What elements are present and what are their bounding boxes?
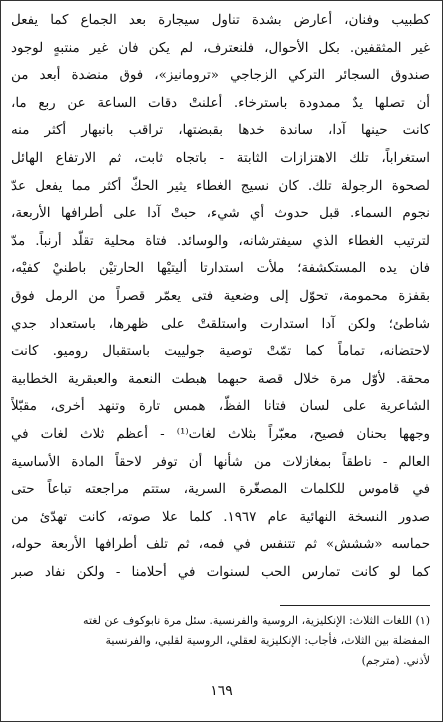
text-line: شاطئ؛ ولكن آدا استدارت واستلقتْ على ظهرها، باستعداد جدي <box>11 316 430 332</box>
footnote <box>13 611 430 671</box>
body-text <box>11 7 430 586</box>
text-line: صندوق السجائر التركي الزجاجي «ترومانيز»، فوق منضدة أبعد من <box>11 68 430 84</box>
text-line: في قاموس للكلمات المصغّرة السرية، ستتم مراجعته تباعاً حتى <box>11 482 430 498</box>
page-number: ١٦٩ <box>210 683 233 699</box>
text-line: العالم - ناطقاً بمغازلات من شأنها أن توفر لاحقاً المادة الأساسية <box>11 454 430 470</box>
text-line: نجوم السماء. قبل حدوث أي شيء، حبتْ آدا على أطرافها الأربعة، <box>11 206 430 222</box>
text-line: فان يده المستكشفة؛ ملأت استدارتا أليتيْها الحارتيْن باطنيْ كفيْه، <box>11 261 430 277</box>
text-line: استغراباً، تلك الاهتزازات الثابتة - باتجاه ثابت، ثم الارتفاع الهائل <box>11 150 430 166</box>
footnote-line: (١) اللغات الثلاث: الإنكليزية، الروسية والفرنسية. سئل مرة نابوكوف عن لغته <box>83 614 430 627</box>
text-line: حماسه «ششش» ثم تتنفس في فمه، ثم تلف أطرافها الأربعة حوله، <box>11 537 430 553</box>
text-line: محقة. لأوّل مرة خلال قصة حبهما هبطت النعمة والعبقرية الخطابية <box>11 371 430 387</box>
footnote-line: لأذني. (مترجم) <box>361 654 430 667</box>
text-line: كطبيب وفنان، أعارض بشدة تناول سيجارة بعد الجماع كما يفعل <box>11 13 430 28</box>
text-line: صدور النسخة النهائية عام ١٩٦٧. كلما علا صوته، كانت تهدّئ من <box>11 509 430 525</box>
footnote-separator <box>280 605 430 606</box>
text-line: لاحتضانه، تماماً كما تمّتْ توصية جولييت باستقبال روميو. كانت <box>11 344 430 360</box>
text-line: الشاعرية على لسان فتانا الفظّ، همس تارة وتنهد أخرى، مقبّلاً <box>11 399 430 415</box>
text-line: كانت حينها آدا، ساندة خدها بقبضتها، تراقب بانبهار أكثر منه <box>11 123 430 139</box>
text-line: لصحوة الرجولة تلك. كان نسيج الغطاء يثير الحكّ أكثر مما يفعل عدّ <box>11 178 430 194</box>
text-line: غير المثقفين. بكل الأحوال، فلنعترف، لم يكن فان غير منتبهٍ لوجود <box>11 40 430 56</box>
text-line: لترتيب الغطاء الذي سيفترشانه، والوسائد. فتاة محلية تقلّد أرنباً. مدّ <box>11 233 430 249</box>
text-line: وجهها بحنان فصيح، معبّراً بثلاث لغات⁽¹⁾ - أعظم ثلاث لغات في <box>11 426 430 442</box>
text-line: بقفزة محمومة، تحوّل إلى وضعية فتى يعمّر قصراً من الرمل فوق <box>11 288 430 304</box>
footnote-line: المفضلة بين الثلاث، فأجاب: الإنكليزية لعقلي، الروسية لقلبي، والفرنسية <box>105 634 430 647</box>
text-line: أن تصلها يدٌ ممدودة باسترخاء. أعلنتْ دقات الساعة عن ربع ما، <box>11 95 430 111</box>
text-line: كما لو كانت تمارس الحب لسنوات في أحلامنا - ولكن نفاد صبر <box>11 564 430 580</box>
